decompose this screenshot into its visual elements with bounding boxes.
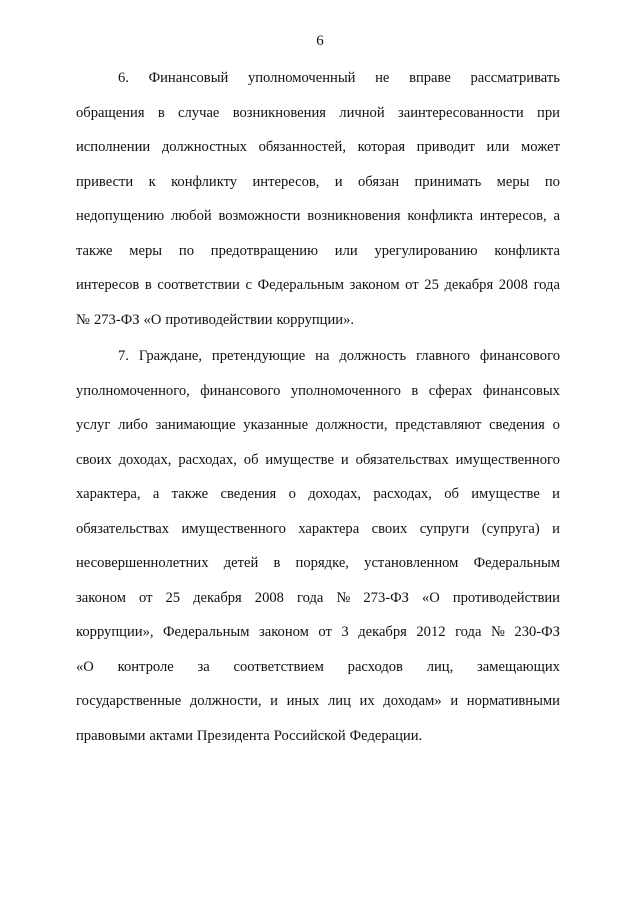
text-line: правовыми актами Президента Российской Федерации. (76, 727, 423, 744)
text-line: интересов в соответствии с Федеральным законом от 25 декабря 2008 года (76, 277, 560, 293)
text-line: государственные должности, и иных лиц их доходам» и нормативными (76, 693, 560, 709)
text-line: привести к конфликту интересов, и обязан принимать меры по (76, 173, 560, 190)
text-line: № 273-ФЗ «О противодействии коррупции». (76, 311, 355, 328)
text-line: обязательствах имущественного характера своих супруги (супруга) и (76, 520, 560, 537)
text-line: характера, а также сведения о доходах, расходах, об имуществе и (76, 486, 560, 502)
text-line: обращения в случае возникновения личной заинтересованности при (76, 104, 560, 121)
text-line: несовершеннолетних детей в порядке, установленном Федеральным (76, 555, 560, 571)
text-line: недопущению любой возможности возникновения конфликта интересов, а (76, 208, 560, 224)
text-line: 6. Финансовый уполномоченный не вправе рассматривать (118, 70, 560, 86)
text-line: услуг либо занимающие указанные должности, представляют сведения о (76, 417, 560, 433)
text-line: уполномоченного, финансового уполномоченного в сферах финансовых (76, 382, 560, 399)
text-line: законом от 25 декабря 2008 года № 273-ФЗ «О противодействии (76, 589, 560, 606)
text-line: «О контроле за соответствием расходов лиц, замещающих (76, 658, 560, 675)
page-number: 6 (316, 33, 324, 49)
text-line: исполнении должностных обязанностей, которая приводит или может (76, 139, 560, 155)
text-line: также меры по предотвращению или урегулированию конфликта (76, 242, 560, 259)
text-line: своих доходах, расходах, об имуществе и обязательствах имущественного (76, 451, 560, 468)
text-line: коррупции», Федеральным законом от 3 декабря 2012 года № 230-ФЗ (76, 624, 560, 640)
text-line: 7. Граждане, претендующие на должность главного финансового (118, 348, 560, 364)
paragraph-7 (76, 346, 560, 760)
paragraph-6 (76, 68, 560, 344)
